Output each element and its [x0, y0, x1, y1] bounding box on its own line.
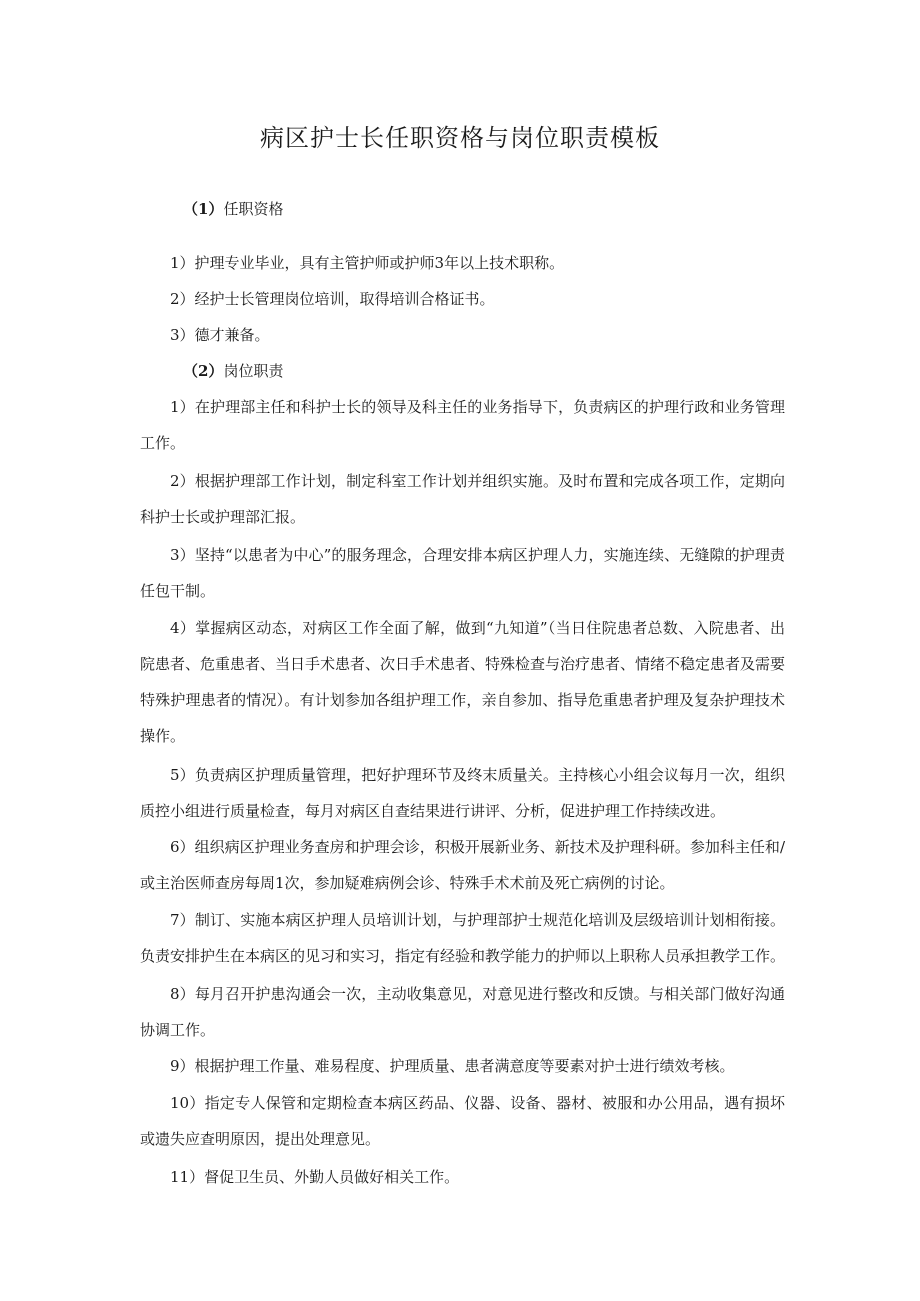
section-number: （1） — [183, 200, 224, 218]
duty-item: 5）负责病区护理质量管理，把好护理环节及终末质量关。主持核心小组会议每月一次，组织质控小组进行质量检查，每月对病区自查结果进行讲评、分析，促进护理工作持续改进。 — [140, 766, 785, 820]
qualification-item: 2）经护士长管理岗位培训，取得培训合格证书。 — [170, 290, 495, 308]
duty-item: 11）督促卫生员、外勤人员做好相关工作。 — [170, 1168, 460, 1186]
section-heading-duties — [183, 359, 283, 383]
duty-item: 2）根据护理部工作计划，制定科室工作计划并组织实施。及时布置和完成各项工作，定期向科护士长或护理部汇报。 — [140, 472, 785, 526]
section-heading-text: 岗位职责 — [223, 362, 284, 380]
duty-item: 3）坚持“以患者为中心”的服务理念，合理安排本病区护理人力，实施连续、无缝隙的护理责任包干制。 — [140, 546, 785, 600]
duty-item: 6）组织病区护理业务查房和护理会诊，积极开展新业务、新技术及护理科研。参加科主任和/或主治医师查房每周1次，参加疑难病例会诊、特殊手术术前及死亡病例的讨论。 — [140, 838, 785, 892]
duty-item: 7）制订、实施本病区护理人员培训计划，与护理部护士规范化培训及层级培训计划相衔接。负责安排护生在本病区的见习和实习，指定有经验和教学能力的护师以上职称人员承担教学工作。 — [140, 911, 786, 965]
qualification-item: 1）护理专业毕业，具有主管护师或护师3年以上技术职称。 — [170, 254, 565, 272]
section-heading-qualifications — [183, 197, 283, 221]
qualification-item: 3）德才兼备。 — [170, 326, 270, 344]
section-heading-text: 任职资格 — [223, 200, 284, 218]
section-number: （2） — [183, 362, 224, 380]
duty-item: 10）指定专人保管和定期检查本病区药品、仪器、设备、器材、被服和办公用品，遇有损坏或遗失应查明原因，提出处理意见。 — [140, 1094, 785, 1148]
duty-item: 9）根据护理工作量、难易程度、护理质量、患者满意度等要素对护士进行绩效考核。 — [170, 1057, 735, 1075]
duty-item: 4）掌握病区动态，对病区工作全面了解，做到“九知道”（当日住院患者总数、入院患者、出院患者、危重患者、当日手术患者、次日手术患者、特殊检查与治疗患者、情绪不稳定患者及需要特殊护理患者的情况）。有计划参加各组护理工作，亲自参加、指导危重患者护理及复杂护理技术操作。 — [140, 619, 786, 745]
duty-item: 1）在护理部主任和科护士长的领导及科主任的业务指导下，负责病区的护理行政和业务管理工作。 — [140, 398, 785, 452]
duty-item: 8）每月召开护患沟通会一次，主动收集意见，对意见进行整改和反馈。与相关部门做好沟通协调工作。 — [140, 985, 785, 1039]
document-title: 病区护士长任职资格与岗位职责模板 — [260, 124, 660, 152]
